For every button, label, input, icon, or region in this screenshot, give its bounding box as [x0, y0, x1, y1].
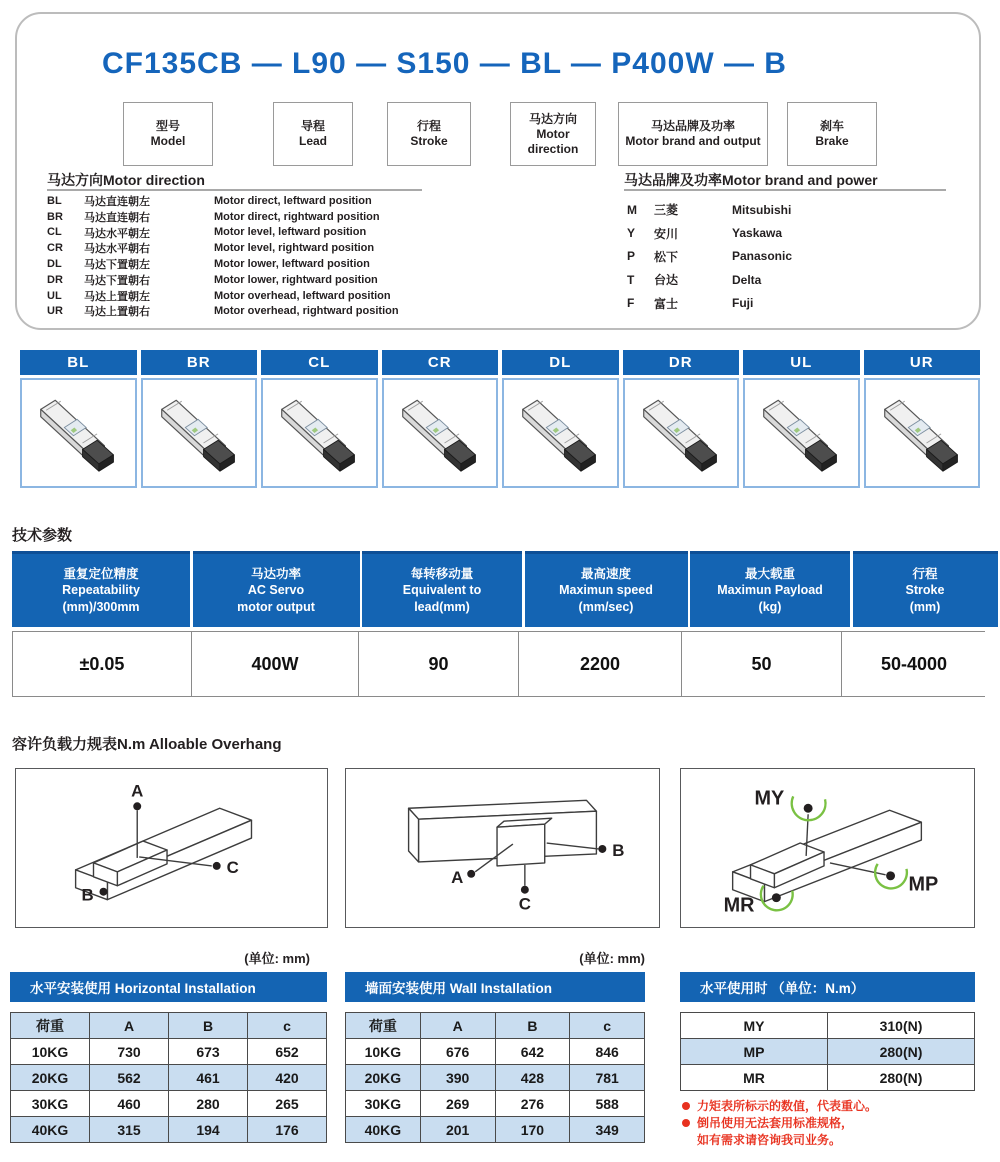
- dir-cn: 马达上置朝右: [84, 306, 150, 319]
- tech-h-en: Maximun Payload: [717, 583, 823, 598]
- orientation-gallery: [20, 350, 980, 488]
- tech-h-unit: motor output: [237, 599, 315, 614]
- cell: 461: [169, 1065, 248, 1091]
- actuator-image: [623, 378, 740, 488]
- overhang-diagram-3-art: [681, 769, 974, 927]
- note-item: [682, 1115, 982, 1132]
- code-box-cn: 型号: [155, 119, 180, 133]
- code-box-en: Lead: [298, 134, 327, 148]
- wall-table: [345, 1012, 645, 1143]
- cell: 846: [570, 1039, 645, 1065]
- dir-cn: 马达直连朝右: [84, 211, 150, 224]
- motor-direction-rule: [47, 189, 422, 191]
- tech-h-unit: (kg): [758, 599, 782, 614]
- brand-cn: 富士: [654, 296, 679, 311]
- tech-value: 400W: [191, 632, 358, 696]
- gallery-cell: [261, 350, 378, 488]
- motor-brand-item: [627, 198, 957, 221]
- motor-brand-item: [627, 221, 957, 244]
- cell: 676: [420, 1039, 495, 1065]
- dir-code: UR: [47, 305, 63, 318]
- cell: 194: [169, 1117, 248, 1143]
- tech-h-unit: lead(mm): [414, 599, 470, 614]
- dir-cn: 马达水平朝左: [84, 227, 150, 240]
- code-box-en: Model: [150, 134, 186, 148]
- code-box-cn: 行程: [416, 119, 441, 133]
- table-row: [681, 1039, 975, 1065]
- tech-h-unit: (mm/sec): [578, 599, 634, 614]
- diagram-label-a: A: [131, 781, 144, 801]
- motor-direction-item: [47, 256, 467, 272]
- tech-h-en: Repeatability: [62, 583, 140, 598]
- overhang-diagram-1-art: [16, 769, 327, 927]
- motor-direction-item: [47, 209, 467, 225]
- wall-table-title: 墙面安装使用 Wall Installation: [365, 981, 553, 996]
- motor-direction-title: 马达方向Motor direction: [47, 172, 205, 188]
- dir-cn: 马达上置朝左: [84, 290, 150, 303]
- col-header: 荷重: [11, 1013, 90, 1039]
- actuator-icon: [631, 387, 731, 479]
- actuator-icon: [28, 387, 128, 479]
- code-box-cn: 刹车: [819, 119, 844, 133]
- cell: MP: [681, 1039, 828, 1065]
- gallery-label: BL: [20, 350, 137, 375]
- brand-cn: 松下: [654, 249, 679, 264]
- dir-code: BR: [47, 210, 63, 223]
- tech-header-cell: [362, 551, 522, 627]
- table-row: [346, 1065, 645, 1091]
- tech-table-header: [12, 551, 985, 627]
- tech-value: 2200: [518, 632, 681, 696]
- cell: MR: [681, 1065, 828, 1091]
- motor-direction-item: [47, 240, 467, 256]
- actuator-icon: [269, 387, 369, 479]
- motor-brand-rule: [624, 189, 946, 191]
- tech-h-en: Maximun speed: [559, 583, 653, 598]
- col-header: A: [420, 1013, 495, 1039]
- table-row: [11, 1117, 327, 1143]
- dir-en: Motor direct, leftward position: [214, 194, 372, 207]
- table-header-row: [346, 1013, 645, 1039]
- brand-code: P: [627, 249, 636, 264]
- gallery-cell: [623, 350, 740, 488]
- code-box-stroke: [387, 102, 471, 166]
- cell: 673: [169, 1039, 248, 1065]
- dir-code: CL: [47, 226, 62, 239]
- dir-code: CR: [47, 242, 63, 255]
- tech-header-cell: [12, 551, 190, 627]
- model-code-title: CF135CB — L90 — S150 — BL — P400W — B: [102, 47, 787, 80]
- tech-h-cn: 最高速度: [580, 566, 631, 581]
- diagram-label-b: B: [81, 885, 94, 905]
- cell: 20KG: [346, 1065, 421, 1091]
- cell: 390: [420, 1065, 495, 1091]
- tech-h-cn: 马达功率: [250, 566, 301, 581]
- tech-h-en: Stroke: [905, 583, 945, 598]
- motor-direction-item: [47, 193, 467, 209]
- gallery-label: UL: [743, 350, 860, 375]
- code-box-en: Motor direction: [527, 126, 579, 156]
- brand-en: Fuji: [732, 296, 754, 311]
- code-box-motor-direction: [510, 102, 596, 166]
- table-row: [346, 1091, 645, 1117]
- cell: 10KG: [346, 1039, 421, 1065]
- overhang-diagram-wall: [345, 768, 660, 928]
- overhang-diagram-2-art: [346, 769, 659, 927]
- dir-en: Motor overhead, leftward position: [214, 289, 391, 302]
- cell: 269: [420, 1091, 495, 1117]
- cell: 176: [248, 1117, 327, 1143]
- motor-brand-title: 马达品牌及功率Motor brand and power: [624, 172, 878, 188]
- actuator-icon: [390, 387, 490, 479]
- tech-params-title: 技术参数: [12, 527, 73, 544]
- diagram-label-c: C: [518, 894, 531, 914]
- table-header-row: [11, 1013, 327, 1039]
- brand-cn: 安川: [654, 226, 679, 241]
- cell: 265: [248, 1091, 327, 1117]
- cell: 40KG: [346, 1117, 421, 1143]
- table-row: [681, 1065, 975, 1091]
- col-header: c: [570, 1013, 645, 1039]
- brand-code: M: [627, 202, 637, 217]
- cell: 652: [248, 1039, 327, 1065]
- motor-direction-item: [47, 272, 467, 288]
- unit-label-mm: (单位: mm): [579, 951, 645, 966]
- overhang-title: 容许负载力规表N.m Alloable Overhang: [12, 736, 282, 753]
- gallery-label: CR: [382, 350, 499, 375]
- tech-h-en: AC Servo: [247, 583, 305, 598]
- note-item-continued: [682, 1132, 982, 1149]
- bullet-icon: [682, 1102, 690, 1110]
- diagram-label-a: A: [451, 867, 464, 887]
- cell: 40KG: [11, 1117, 90, 1143]
- cell: 428: [495, 1065, 570, 1091]
- code-box-cn: 马达品牌及功率: [650, 119, 735, 133]
- tech-value: 90: [358, 632, 518, 696]
- code-box-lead: [273, 102, 353, 166]
- cell: 562: [90, 1065, 169, 1091]
- dir-cn: 马达水平朝右: [84, 243, 150, 256]
- tech-h-cn: 行程: [912, 566, 938, 581]
- code-box-cn: 导程: [300, 119, 325, 133]
- table-row: [346, 1117, 645, 1143]
- cell: 588: [570, 1091, 645, 1117]
- motor-brand-list: [627, 198, 957, 315]
- gallery-label: CL: [261, 350, 378, 375]
- cell: 170: [495, 1117, 570, 1143]
- code-box-motor-brand: [618, 102, 768, 166]
- motor-brand-item: [627, 245, 957, 268]
- motor-brand-item: [627, 268, 957, 291]
- gallery-cell: [743, 350, 860, 488]
- cell: MY: [681, 1013, 828, 1039]
- tech-h-cn: 重复定位精度: [63, 566, 139, 581]
- code-box-model: [123, 102, 213, 166]
- actuator-icon: [751, 387, 851, 479]
- nm-table-title: 水平使用时 （单位：N.m）: [700, 981, 865, 996]
- nm-table: [680, 1012, 975, 1091]
- motor-direction-list: [47, 193, 467, 319]
- table-row: [11, 1091, 327, 1117]
- brand-cn: 台达: [654, 273, 679, 288]
- gallery-label: UR: [864, 350, 981, 375]
- code-box-en: Motor brand and output: [625, 134, 761, 148]
- code-box-en: Stroke: [410, 134, 448, 148]
- cell: 730: [90, 1039, 169, 1065]
- note-text: 力矩表所标示的数值，代表重心。: [697, 1099, 878, 1113]
- actuator-image: [141, 378, 258, 488]
- note-text: 倒吊使用无法套用标准规格，: [697, 1116, 854, 1130]
- motor-direction-item: [47, 225, 467, 241]
- gallery-label: BR: [141, 350, 258, 375]
- brand-code: Y: [627, 226, 636, 241]
- overhang-diagram-moments: [680, 768, 975, 928]
- actuator-icon: [510, 387, 610, 479]
- dir-en: Motor level, leftward position: [214, 226, 367, 239]
- nm-table-header-bar: [680, 972, 975, 1002]
- gallery-label: DL: [502, 350, 619, 375]
- gallery-cell: [20, 350, 137, 488]
- red-notes: [682, 1098, 982, 1149]
- tech-value: 50-4000: [841, 632, 986, 696]
- code-box-cn: 马达方向: [528, 111, 577, 126]
- diagram-label-mr: MR: [723, 894, 755, 917]
- gallery-cell: [502, 350, 619, 488]
- actuator-image: [20, 378, 137, 488]
- dir-en: Motor lower, leftward position: [214, 258, 370, 271]
- horizontal-table-title: 水平安装使用 Horizontal Installation: [30, 981, 256, 996]
- code-box-en: Brake: [815, 134, 849, 148]
- cell: 310(N): [828, 1013, 975, 1039]
- table-row: [11, 1065, 327, 1091]
- cell: 10KG: [11, 1039, 90, 1065]
- col-header: B: [169, 1013, 248, 1039]
- col-header: B: [495, 1013, 570, 1039]
- overhang-diagram-horizontal: [15, 768, 328, 928]
- dir-cn: 马达直连朝左: [84, 195, 150, 208]
- dir-code: DL: [47, 258, 62, 271]
- actuator-icon: [872, 387, 972, 479]
- diagram-label-c: C: [226, 857, 239, 877]
- dir-cn: 马达下置朝右: [84, 274, 150, 287]
- dir-code: BL: [47, 194, 62, 207]
- gallery-cell: [864, 350, 981, 488]
- actuator-icon: [149, 387, 249, 479]
- tech-h-cn: 每转移动量: [410, 566, 474, 581]
- cell: 20KG: [11, 1065, 90, 1091]
- gallery-cell: [382, 350, 499, 488]
- dir-cn: 马达下置朝左: [84, 259, 150, 272]
- col-header: c: [248, 1013, 327, 1039]
- tech-value: ±0.05: [13, 632, 191, 696]
- dir-code: DR: [47, 273, 63, 286]
- tech-h-unit: (mm): [909, 599, 941, 614]
- note-item: [682, 1098, 982, 1115]
- gallery-cell: [141, 350, 258, 488]
- brand-code: F: [627, 296, 635, 311]
- dir-en: Motor lower, rightward position: [214, 273, 378, 286]
- col-header: 荷重: [346, 1013, 421, 1039]
- tech-h-en: Equivalent to: [402, 583, 482, 598]
- actuator-image: [743, 378, 860, 488]
- cell: 781: [570, 1065, 645, 1091]
- tech-table-values: [12, 631, 985, 697]
- motor-direction-item: [47, 288, 467, 304]
- diagram-label-b: B: [612, 840, 625, 860]
- cell: 280(N): [828, 1065, 975, 1091]
- col-header: A: [90, 1013, 169, 1039]
- brand-en: Yaskawa: [732, 226, 783, 241]
- tech-header-cell: [690, 551, 850, 627]
- cell: 30KG: [11, 1091, 90, 1117]
- tech-value: 50: [681, 632, 841, 696]
- wall-table-header-bar: [345, 972, 645, 1002]
- motor-direction-item: [47, 304, 467, 320]
- cell: 642: [495, 1039, 570, 1065]
- table-row: [11, 1039, 327, 1065]
- dir-en: Motor overhead, rightward position: [214, 305, 399, 318]
- actuator-image: [261, 378, 378, 488]
- tech-h-cn: 最大载重: [744, 566, 795, 581]
- brand-cn: 三菱: [654, 203, 679, 218]
- note-text: 如有需求请咨询我司业务。: [697, 1133, 842, 1147]
- tech-header-cell: [193, 551, 360, 627]
- cell: 315: [90, 1117, 169, 1143]
- diagram-label-mp: MP: [908, 873, 939, 896]
- horizontal-table: [10, 1012, 327, 1143]
- cell: 280(N): [828, 1039, 975, 1065]
- cell: 460: [90, 1091, 169, 1117]
- dir-code: UL: [47, 289, 62, 302]
- cell: 420: [248, 1065, 327, 1091]
- model-code-card: [15, 12, 981, 330]
- table-row: [681, 1013, 975, 1039]
- gallery-label: DR: [623, 350, 740, 375]
- tech-header-cell: [525, 551, 688, 627]
- cell: 201: [420, 1117, 495, 1143]
- cell: 349: [570, 1117, 645, 1143]
- brand-en: Delta: [732, 272, 762, 287]
- motor-brand-item: [627, 292, 957, 315]
- dir-en: Motor direct, rightward position: [214, 210, 380, 223]
- actuator-image: [502, 378, 619, 488]
- tech-header-cell: [853, 551, 998, 627]
- brand-code: T: [627, 272, 635, 287]
- code-box-brake: [787, 102, 877, 166]
- table-row: [346, 1039, 645, 1065]
- actuator-image: [864, 378, 981, 488]
- diagram-label-my: MY: [754, 787, 785, 810]
- actuator-image: [382, 378, 499, 488]
- unit-label-mm: (单位: mm): [244, 951, 310, 966]
- tech-h-unit: (mm)/300mm: [62, 599, 140, 614]
- brand-en: Panasonic: [732, 249, 793, 264]
- bullet-icon: [682, 1119, 690, 1127]
- cell: 280: [169, 1091, 248, 1117]
- horizontal-table-header-bar: [10, 972, 327, 1002]
- brand-en: Mitsubishi: [732, 202, 792, 217]
- cell: 276: [495, 1091, 570, 1117]
- dir-en: Motor level, rightward position: [214, 242, 375, 255]
- cell: 30KG: [346, 1091, 421, 1117]
